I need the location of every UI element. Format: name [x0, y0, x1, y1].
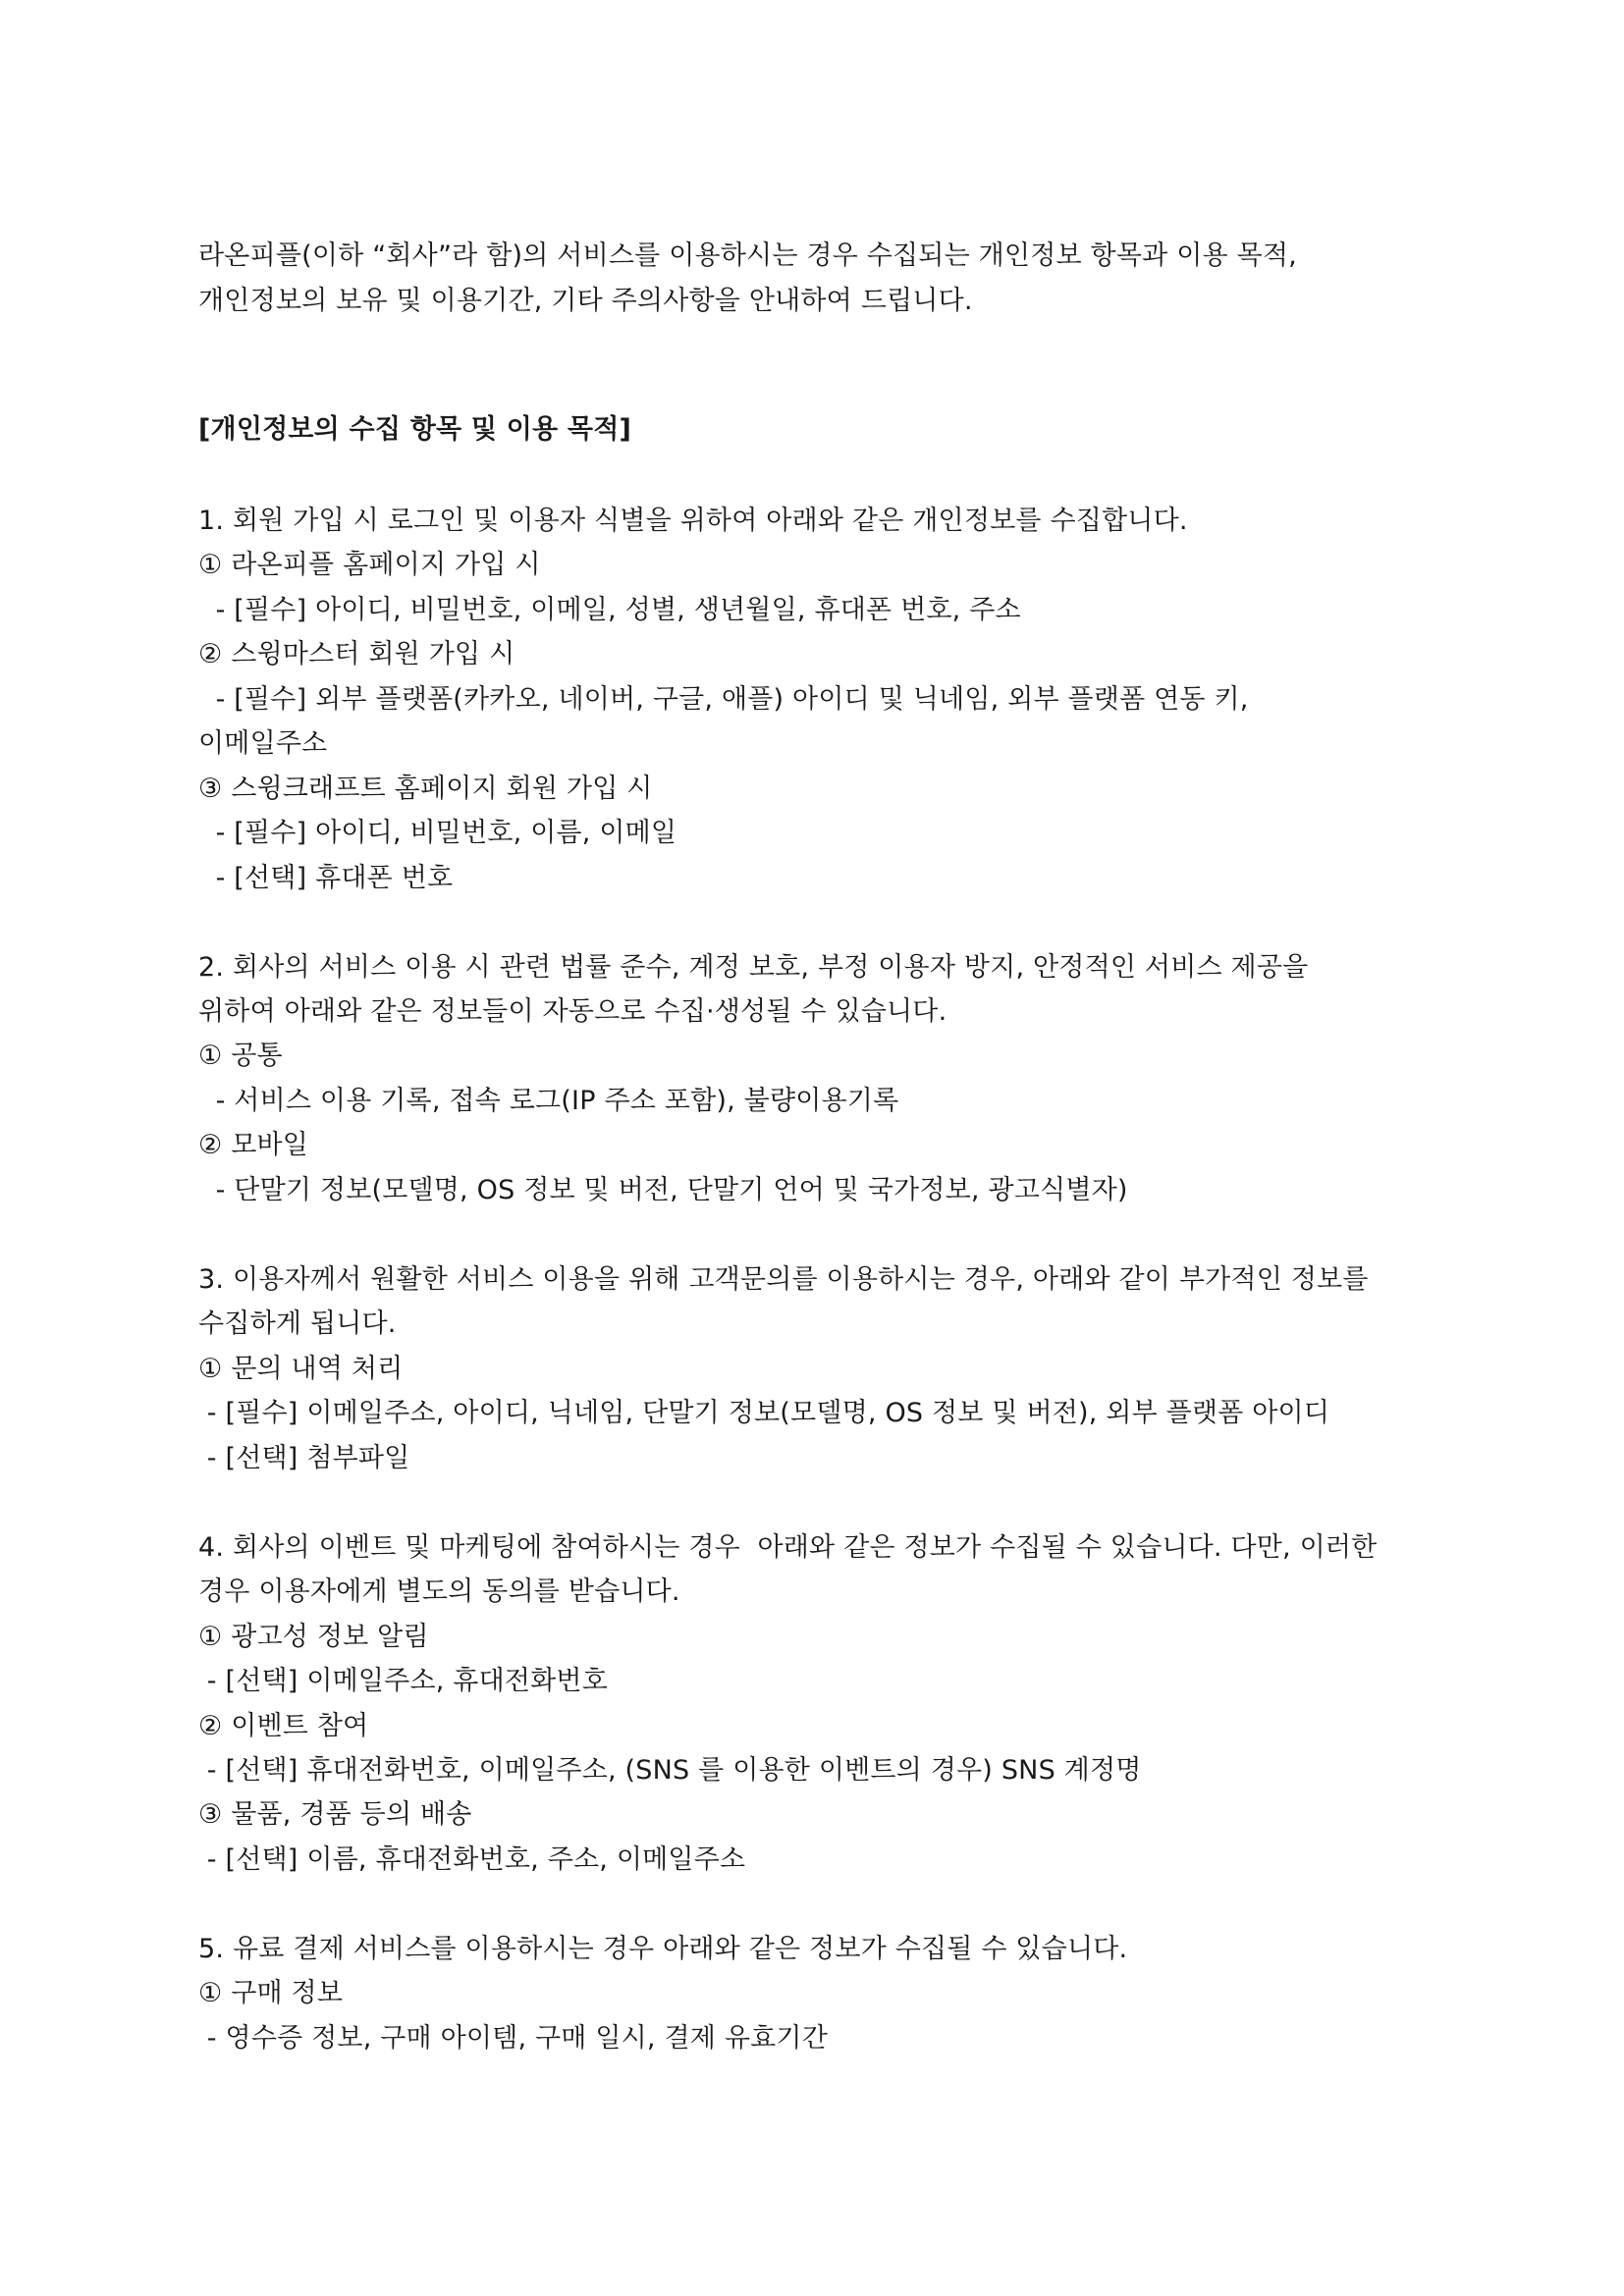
s4-title-1: 4. 회사의 이벤트 및 마케팅에 참여하시는 경우 아래와 같은 정보가 수집될 수 있습니다. 다만, 이러한: [198, 1532, 1378, 1563]
s3-item-a: ① 문의 내역 처리: [198, 1354, 404, 1384]
s5-item-a-detail: - 영수증 정보, 구매 아이템, 구매 일시, 결제 유효기간: [198, 2023, 828, 2054]
s1-item-c-optional: - [선택] 휴대폰 번호: [198, 863, 454, 893]
s1-item-c-required: - [필수] 아이디, 비밀번호, 이름, 이메일: [198, 818, 677, 848]
s1-item-b-detail-cont: 이메일주소: [198, 728, 328, 759]
s1-item-b: ② 스윙마스터 회원 가입 시: [198, 639, 515, 669]
s5-item-a: ① 구매 정보: [198, 1978, 344, 2008]
section-title: [개인정보의 수집 항목 및 이용 목적]: [198, 414, 632, 445]
s2-title-1: 2. 회사의 서비스 이용 시 관련 법률 준수, 계정 보호, 부정 이용자 방지, 안정적인 서비스 제공을: [198, 952, 1309, 983]
s1-item-c: ③ 스윙크래프트 홈페이지 회원 가입 시: [198, 774, 653, 804]
s2-item-a: ① 공통: [198, 1041, 283, 1071]
s3-title-1: 3. 이용자께서 원활한 서비스 이용을 위해 고객문의를 이용하시는 경우, 아래와 같이 부가적인 정보를: [198, 1264, 1369, 1295]
s2-item-a-detail: - 서비스 이용 기록, 접속 로그(IP 주소 포함), 불량이용기록: [198, 1086, 899, 1116]
s2-item-b-detail: - 단말기 정보(모델명, OS 정보 및 버전, 단말기 언어 및 국가정보, 광고식별자): [198, 1175, 1128, 1205]
intro-line-1: 라온피플(이하 “회사”라 함)의 서비스를 이용하시는 경우 수집되는 개인정보 항목과 이용 목적,: [198, 240, 1297, 271]
s4-title-2: 경우 이용자에게 별도의 동의를 받습니다.: [198, 1576, 680, 1607]
s4-item-c: ③ 물품, 경품 등의 배송: [198, 1799, 472, 1830]
s1-item-b-detail: - [필수] 외부 플랫폼(카카오, 네이버, 구글, 애플) 아이디 및 닉네임, 외부 플랫폼 연동 키,: [198, 684, 1249, 715]
s1-item-a-detail: - [필수] 아이디, 비밀번호, 이메일, 성별, 생년월일, 휴대폰 번호, 주소: [198, 595, 1021, 625]
s4-item-c-detail: - [선택] 이름, 휴대전화번호, 주소, 이메일주소: [198, 1844, 746, 1875]
s4-item-a-detail: - [선택] 이메일주소, 휴대전화번호: [198, 1666, 608, 1696]
s1-title: 1. 회원 가입 시 로그인 및 이용자 식별을 위하여 아래와 같은 개인정보를 수집합니다.: [198, 506, 1188, 536]
s4-item-b-detail: - [선택] 휴대전화번호, 이메일주소, (SNS 를 이용한 이벤트의 경우) SNS 계정명: [198, 1755, 1142, 1786]
intro-line-2: 개인정보의 보유 및 이용기간, 기타 주의사항을 안내하여 드립니다.: [198, 286, 973, 316]
s4-item-b: ② 이벤트 참여: [198, 1711, 369, 1741]
s1-item-a: ① 라온피플 홈페이지 가입 시: [198, 550, 541, 580]
s4-item-a: ① 광고성 정보 알림: [198, 1622, 429, 1652]
s3-item-a-required: - [필수] 이메일주소, 아이디, 닉네임, 단말기 정보(모델명, OS 정보 및 버전), 외부 플랫폼 아이디: [198, 1398, 1330, 1428]
s2-item-b: ② 모바일: [198, 1130, 309, 1160]
s3-title-2: 수집하게 됩니다.: [198, 1308, 397, 1339]
s3-item-a-optional: - [선택] 첨부파일: [198, 1443, 410, 1473]
s2-title-2: 위하여 아래와 같은 정보들이 자동으로 수집·생성될 수 있습니다.: [198, 996, 947, 1027]
s5-title: 5. 유료 결제 서비스를 이용하시는 경우 아래와 같은 정보가 수집될 수 있습니다.: [198, 1934, 1128, 1964]
